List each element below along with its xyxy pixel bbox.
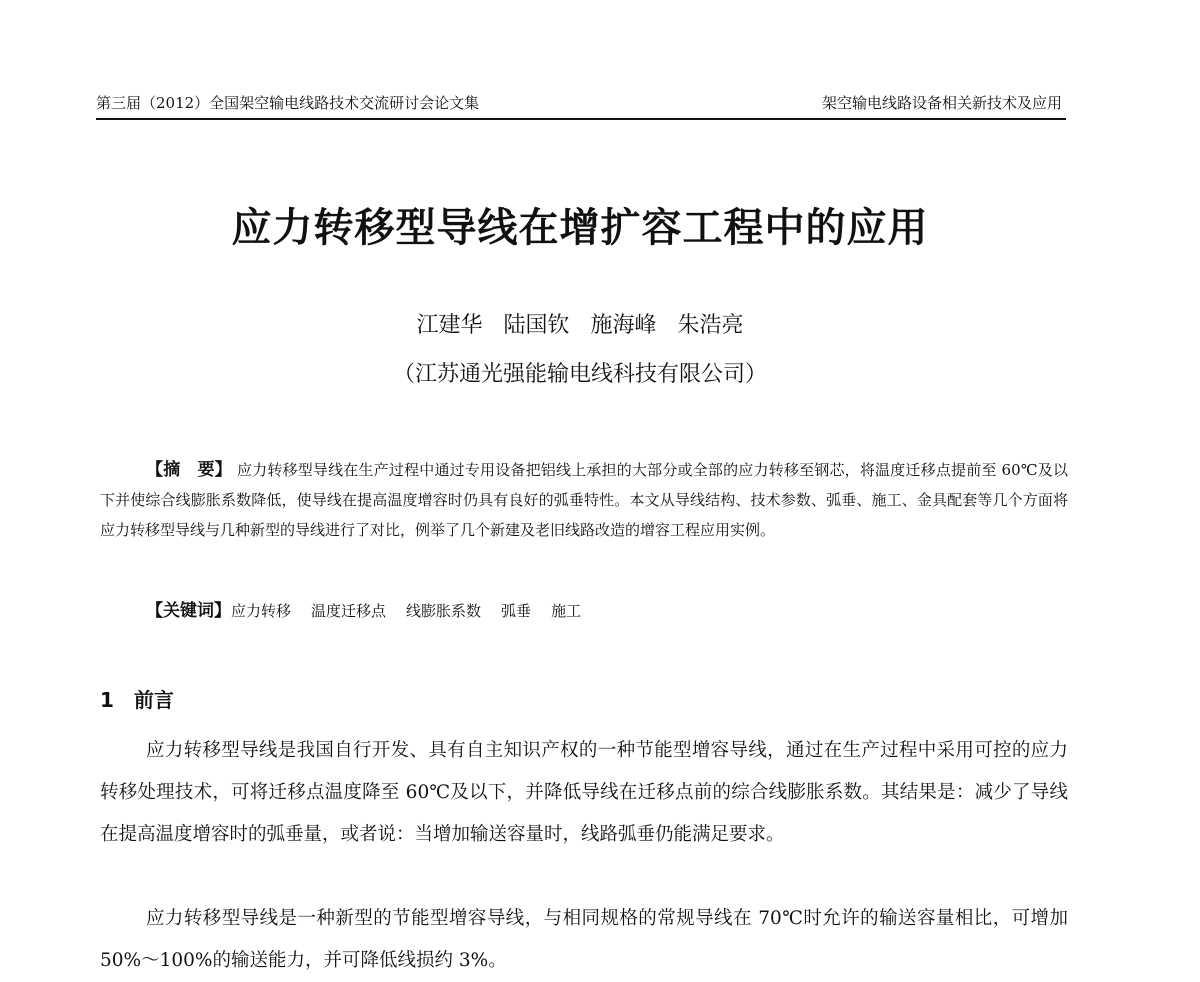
author-name: 陆国钦 <box>503 313 570 338</box>
section-title: 前言 <box>133 688 174 712</box>
keywords-label: 【关键词】 <box>146 601 231 621</box>
abstract <box>100 455 1068 545</box>
header-proceedings-title: 第三届（2012）全国架空输电线路技术交流研讨会论文集 <box>96 94 480 112</box>
section-number: 1 <box>100 688 114 712</box>
keyword: 施工 <box>551 602 582 620</box>
body-paragraph: 应力转移型导线是一种新型的节能型增容导线，与相同规格的常规导线在 70℃时允许的输送容量相比，可增加 50%～100%的输送能力，并可降低线损约 3%。 <box>100 908 1068 971</box>
affiliation: （江苏通光强能输电线科技有限公司） <box>392 362 767 387</box>
paper-title: 应力转移型导线在增扩容工程中的应用 <box>231 205 929 251</box>
author-name: 朱浩亮 <box>677 313 744 338</box>
keyword: 弧垂 <box>501 602 532 620</box>
keyword: 温度迁移点 <box>311 602 387 620</box>
keywords <box>146 596 601 621</box>
running-header <box>96 88 1066 120</box>
author-name: 施海峰 <box>590 313 657 338</box>
body-paragraph: 应力转移型导线是我国自行开发、具有自主知识产权的一种节能型增容导线，通过在生产过程中采用可控的应力转移处理技术，可将迁移点温度降至 60℃及以下，并降低导线在迁移点前的综合线膨胀系数。其结果是：减少了导线在提高温度增容时的弧垂量，或者说：当增加输送容量时，线路弧垂仍能满足要求。 <box>100 740 1068 845</box>
keyword: 应力转移 <box>231 602 292 620</box>
section-heading <box>100 684 174 713</box>
abstract-label: 【摘 要】 <box>146 460 232 480</box>
header-section-title: 架空输电线路设备相关新技术及应用 <box>821 94 1062 112</box>
keyword: 线膨胀系数 <box>406 602 482 620</box>
abstract-text: 应力转移型导线在生产过程中通过专用设备把铝线上承担的大部分或全部的应力转移至钢芯，将温度迁移点提前至 60℃及以下并使综合线膨胀系数降低，使导线在提高温度增容时仍具有良好的弧垂特性。本文从导线结构、技术参数、弧垂、施工、金具配套等几个方面将应力转移型导线与几种新型的导线进行了对比，例举了几个新建及老旧线路改造的增容工程应用实例。 <box>100 461 1068 539</box>
author-list <box>0 308 1160 339</box>
author-name: 江建华 <box>416 313 483 338</box>
